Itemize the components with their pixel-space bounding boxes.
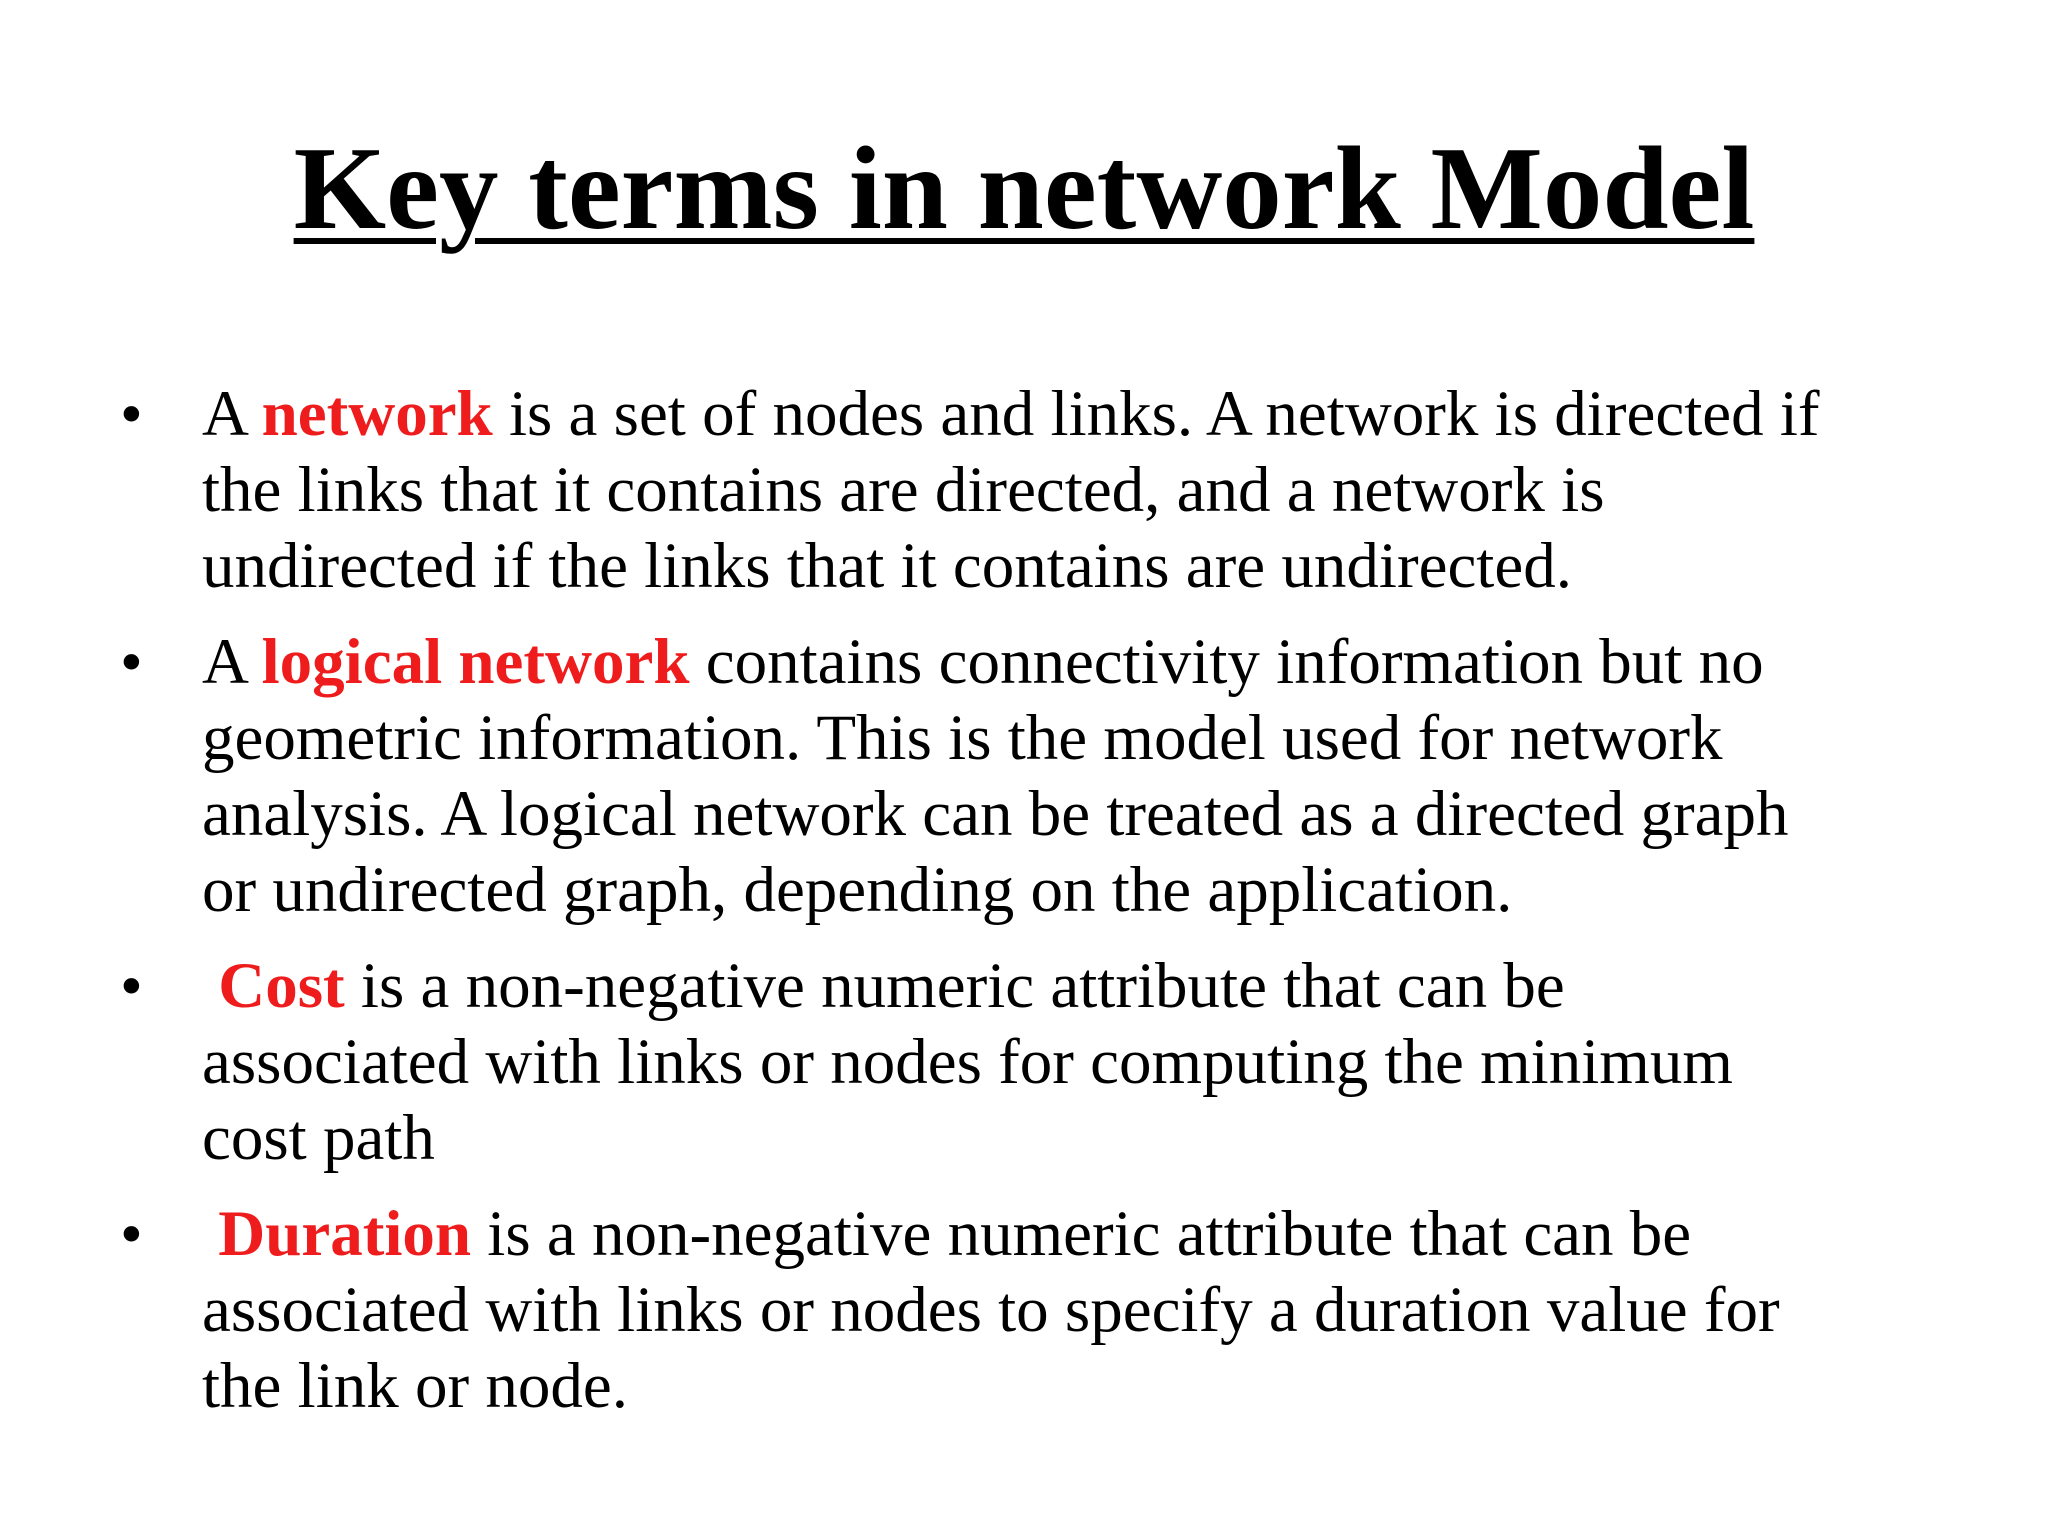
bullet-icon: •: [120, 950, 143, 1022]
bullet-prefix: [202, 950, 218, 1022]
bullet-line: [202, 948, 1988, 1024]
bullet-line: [202, 624, 1988, 700]
bullet-text: is a set of nodes and links. A network is directed if: [492, 378, 1820, 450]
bullet-line: geometric information. This is the model used for network: [202, 702, 1723, 774]
bullet-prefix: A: [202, 626, 262, 698]
key-term: Cost: [218, 950, 345, 1022]
bullet-icon: •: [120, 1198, 143, 1270]
key-term: Duration: [218, 1198, 472, 1270]
bullet-text: contains connectivity information but no: [689, 626, 1764, 698]
bullet-line: [202, 376, 1988, 452]
bullet-text: is a non-negative numeric attribute that can be: [471, 1198, 1692, 1270]
key-term: logical network: [261, 626, 690, 698]
slide-title: [0, 118, 2048, 258]
bullet-line: undirected if the links that it contains are undirected.: [202, 530, 1572, 602]
bullet-item-network: [0, 376, 2048, 604]
bullet-item-duration: [0, 1196, 2048, 1424]
bullet-line: cost path: [202, 1102, 435, 1174]
bullet-line: associated with links or nodes for computing the minimum: [202, 1026, 1733, 1098]
bullet-item-logical-network: [0, 624, 2048, 928]
bullet-line: the link or node.: [202, 1350, 629, 1422]
bullet-text: is a non-negative numeric attribute that can be: [344, 950, 1565, 1022]
bullet-line: [202, 1196, 1988, 1272]
bullet-prefix: [202, 1198, 218, 1270]
bullet-icon: •: [120, 626, 143, 698]
bullet-line: analysis. A logical network can be treated as a directed graph: [202, 778, 1789, 850]
bullet-prefix: A: [202, 378, 262, 450]
bullet-item-cost: [0, 948, 2048, 1176]
bullet-line: associated with links or nodes to specify a duration value for: [202, 1274, 1780, 1346]
bullet-line: the links that it contains are directed, and a network is: [202, 454, 1605, 526]
bullet-list: [0, 376, 2048, 1444]
bullet-icon: •: [120, 378, 143, 450]
slide-title-text: Key terms in network Model: [293, 122, 1755, 254]
bullet-line: or undirected graph, depending on the application.: [202, 854, 1513, 926]
key-term: network: [261, 378, 493, 450]
